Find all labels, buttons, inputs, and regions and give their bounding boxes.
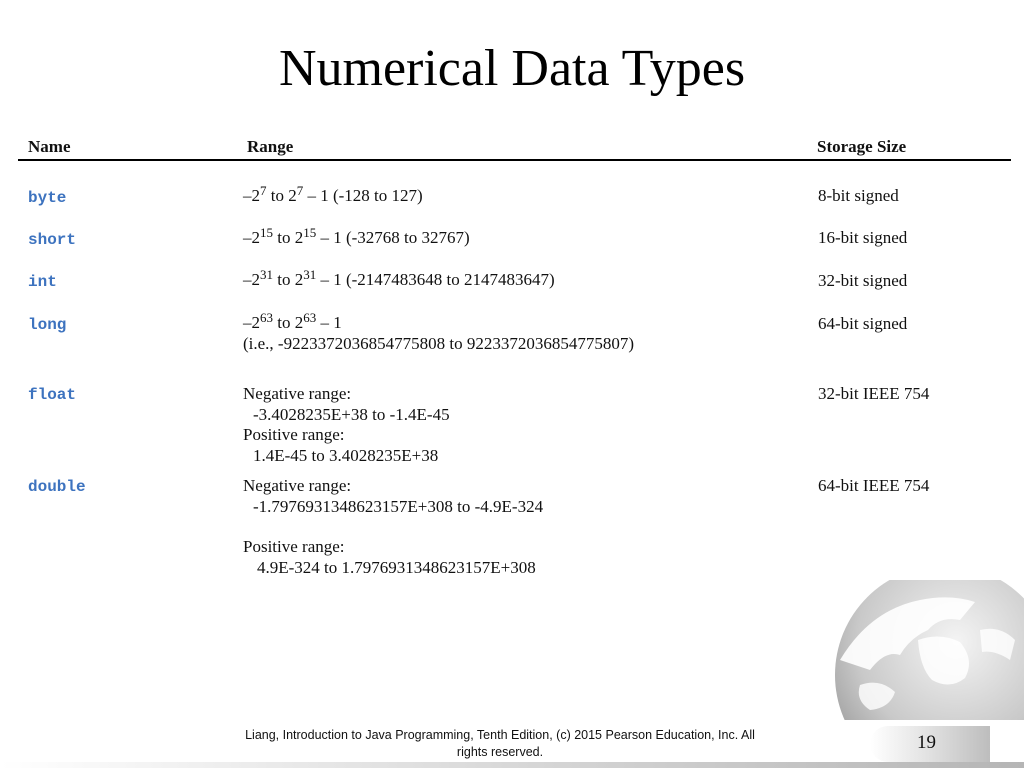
footer-copyright: Liang, Introduction to Java Programming, Tenth Edition, (c) 2015 Pearson Education, Inc. All rights reserved. [245,728,755,759]
page-number: 19 [917,732,936,753]
storage-long: 64-bit signed [818,314,908,333]
storage-int: 32-bit signed [818,271,908,290]
storage-byte: 8-bit signed [818,186,899,205]
type-name-byte: byte [28,189,67,207]
range-short: $-2^{15}$ to $2^{15} - 1$ (-32768 to 32767) [243,225,470,247]
slide-title: Numerical Data Types [278,40,746,97]
range-float: Negative range: -3.4028235E+38 to -1.4E-45 Positive range: 1.4E-45 to 3.4028235E+38 [243,384,450,465]
bottom-decoration-bar [0,762,1024,768]
range-double: Negative range: -1.7976931348623157E+308 to -4.9E-324 Positive range: 4.9E-324 to 1.7976931348623157E+308 [243,476,544,577]
header-divider [18,159,1011,161]
storage-double: 64-bit IEEE 754 [818,476,930,495]
page-number-badge [870,726,990,762]
range-byte: $-2^7$ to $2^7 - 1$ (-128 to 127) [243,183,423,205]
globe-icon [800,580,1024,720]
range-int: $-2^{31}$ to $2^{31} - 1$ (-2147483648 to 2147483647) [243,267,555,289]
range-long: $-2^{63}$ to $2^{63} - 1$ (i.e., -9223372036854775808 to 9223372036854775807) [243,310,634,353]
storage-float: 32-bit IEEE 754 [818,384,930,403]
type-name-float: float [28,386,77,404]
header-name: Name [28,137,71,156]
header-storage: Storage Size [817,137,907,156]
header-range: Range [247,137,294,156]
type-name-short: short [28,231,77,249]
type-name-long: long [28,316,67,334]
type-name-double: double [28,478,86,496]
storage-short: 16-bit signed [818,228,908,247]
type-name-int: int [28,273,57,291]
